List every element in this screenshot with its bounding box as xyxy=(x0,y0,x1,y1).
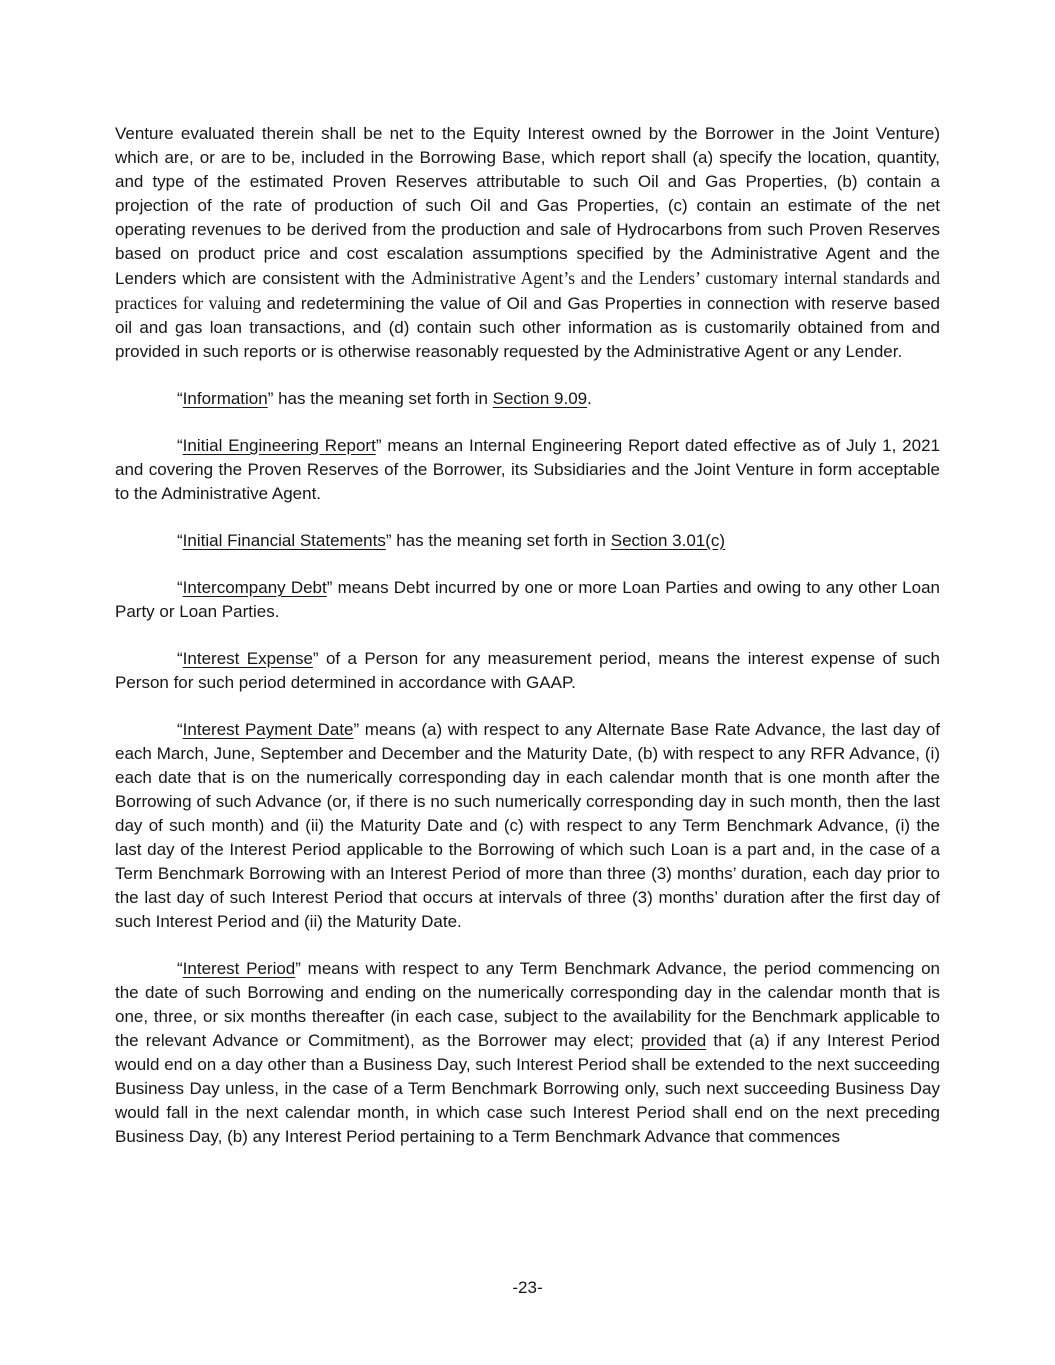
paragraph xyxy=(115,434,940,506)
paragraph xyxy=(115,576,940,624)
defined-term: Initial Financial Statements xyxy=(182,531,386,550)
text-run: ” means (a) with respect to any Alternate Base Rate Advance, the last day of each March, June, September and December and the Maturity Date, (b) with respect to any RFR Advance, (i) each date that is on the numerically corresponding day in each calendar month that is one month after the Borrowing of such Advance (or, if there is no such numerically corresponding day in such month, then the last day of such month) and (ii) the Maturity Date and (c) with respect to any Term Benchmark Advance, (i) the last day of the Interest Period applicable to the Borrowing of which such Loan is a part and, in the case of a Term Benchmark Borrowing with an Interest Period of more than three (3) months’ duration, each day prior to the last day of such Interest Period that occurs at intervals of three (3) months’ duration after the first day of such Interest Period and (ii) the Maturity Date. xyxy=(115,720,940,931)
text-run: “ xyxy=(177,578,183,597)
paragraph xyxy=(115,529,940,553)
defined-term: Section 3.01(c) xyxy=(610,531,726,550)
text-run: “ xyxy=(177,959,183,978)
defined-term: Intercompany Debt xyxy=(182,578,327,597)
text-run: ” means an Internal Engineering Report dated effective as of July 1, 2021 and covering the Proven Reserves of the Borrower, its Subsidiaries and the Joint Venture in form acceptable to the Administrative Agent. xyxy=(115,436,940,503)
text-run: ” has the meaning set forth in xyxy=(267,389,493,408)
defined-term: Interest Expense xyxy=(182,649,313,668)
text-run: ” means Debt incurred by one or more Loan Parties and owing to any other Loan Party or Loan Parties. xyxy=(115,578,940,621)
defined-term: Information xyxy=(182,389,268,408)
defined-term: provided xyxy=(641,1031,707,1050)
text-run: Venture evaluated therein shall be net to the Equity Interest owned by the Borrower in the Joint Venture) which are, or are to be, included in the Borrowing Base, which report shall (a) specify the location, quantity, and type of the estimated Proven Reserves attributable to such Oil and Gas Properties, (b) contain a projection of the rate of production of such Oil and Gas Properties, (c) contain an estimate of the net operating revenues to be derived from the production and sale of Hydrocarbons from such Proven Reserves based on product price and cost escalation assumptions specified by the Administrative Agent and the Lenders which are consistent with the xyxy=(115,124,940,288)
text-run: ” means with respect to any Term Benchmark Advance, the period commencing on the date of such Borrowing and ending on the numerically corresponding day in the calendar month that is one, three, or six months thereafter (in each case, subject to the availability for the Benchmark applicable to the relevant Advance or Commitment), as the Borrower may elect; xyxy=(115,959,941,1050)
text-run: “ xyxy=(177,720,183,739)
paragraph xyxy=(115,122,940,364)
text-run: Administrative Agent’s and the Lenders’ customary internal standards and practices for valuing xyxy=(115,268,941,313)
document-body xyxy=(115,122,940,1149)
paragraph xyxy=(115,647,940,695)
defined-term: Initial Engineering Report xyxy=(182,436,376,455)
paragraph xyxy=(115,957,940,1149)
text-run: and redetermining the value of Oil and Gas Properties in connection with reserve based oil and gas loan transactions, and (d) contain such other information as is customarily obtained from and provided in such reports or is otherwise reasonably requested by the Administrative Agent or any Lender. xyxy=(115,294,940,361)
page-number: -23- xyxy=(512,1278,543,1297)
defined-term: Section 9.09 xyxy=(492,389,588,408)
paragraph xyxy=(115,718,940,934)
text-run: “ xyxy=(177,531,183,550)
defined-term: Interest Period xyxy=(182,959,296,978)
text-run: “ xyxy=(177,436,183,455)
defined-term: Interest Payment Date xyxy=(182,720,354,739)
text-run: that (a) if any Interest Period would end on a day other than a Business Day, such Interest Period shall be extended to the next succeeding Business Day unless, in the case of a Term Benchmark Borrowing only, such next succeeding Business Day would fall in the next calendar month, in which case such Interest Period shall end on the next preceding Business Day, (b) any Interest Period pertaining to a Term Benchmark Advance that commences xyxy=(115,1031,941,1146)
paragraph xyxy=(115,387,940,411)
text-run: ” of a Person for any measurement period, means the interest expense of such Person for such period determined in accordance with GAAP. xyxy=(115,649,940,692)
text-run: “ xyxy=(177,649,183,668)
text-run: “ xyxy=(177,389,183,408)
text-run: ” has the meaning set forth in xyxy=(385,531,611,550)
text-run: . xyxy=(587,389,592,408)
